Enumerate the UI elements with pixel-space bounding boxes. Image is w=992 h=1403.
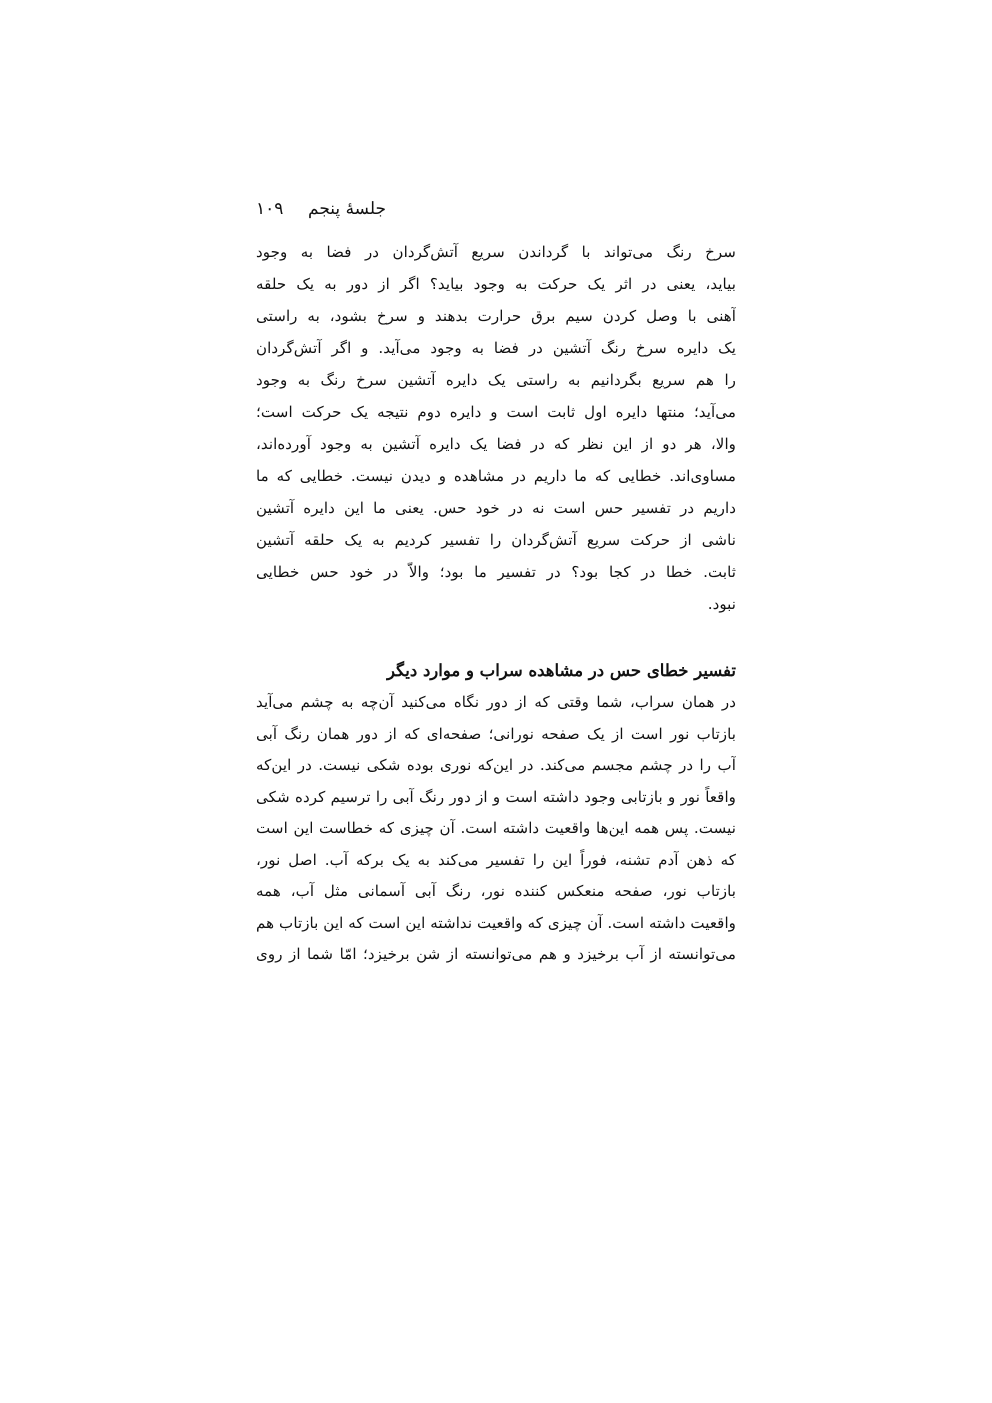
text-line: بازتاب نور است از یک صفحه نورانی؛ صفحه‌ای که از دور همان رنگ آبی [256,724,736,743]
text-line: ناشی از حرکت سریع آتش‌گردان را تفسیر کردیم به یک حلقه آتشین [256,531,736,549]
paragraph-2 [256,687,736,971]
text-line: را هم سریع بگردانیم به راستی یک دایره آتشین سرخ رنگ به وجود [256,371,736,389]
text-line: نبود. [707,595,736,613]
text-line: نیست. پس همه این‌ها واقعیت داشته است. آن چیزی که خطاست این است [256,819,736,837]
text-line: والا، هر دو از این نظر که در فضا یک دایره آتشین به وجود آورده‌اند، [256,435,736,453]
text-line: مساوی‌اند. خطایی که ما داریم در مشاهده و دیدن نیست. خطایی که ما [256,467,736,485]
text-line: ثابت. خطا در کجا بود؟ در تفسیر ما بود؛ والاّ در خود حس خطایی [256,563,736,581]
text-line: می‌توانسته از آب برخیزد و هم می‌توانسته از شن برخیزد؛ امّا شما از روی [256,945,736,963]
text-line: آب را در چشم مجسم می‌کند. در این‌که نوری بوده شکی نیست. در این‌که [256,756,736,774]
section-heading: تفسیر خطای حس در مشاهده سراب و موارد دیگر [387,661,736,680]
chapter-title: جلسهٔ پنجم [308,199,386,219]
text-line: داریم در تفسیر حس است نه در خود حس. یعنی ما این دایره آتشین [256,499,736,517]
text-line: سرخ رنگ می‌تواند با گرداندن سریع آتش‌گردان در فضا به وجود [256,243,736,261]
paragraph-1 [256,236,736,620]
text-line: بیاید، یعنی در اثر یک حرکت به وجود بیاید؟ اگر از دور به یک حلقه [256,275,736,293]
text-line: آهنی با وصل کردن سیم برق حرارت بدهند و سرخ بشود، به راستی [256,307,736,325]
text-line: بازتاب نور، صفحه منعکس کننده نور، رنگ آبی آسمانی مثل آب، همه [256,882,736,900]
text-line: یک دایره سرخ رنگ آتشین در فضا به وجود می‌آید. و اگر آتش‌گردان [256,339,736,357]
text-line: واقعاً نور و بازتابی وجود داشته است و از دور رنگ آبی را ترسیم کرده شکی [256,787,736,806]
text-line: واقعیت داشته است. آن چیزی که واقعیت نداشته این است که این بازتاب هم [256,913,736,932]
text-line: می‌آید؛ منتها دایره اول ثابت است و دایره دوم نتیجه یک حرکت است؛ [256,403,736,421]
running-header [256,196,736,226]
text-line: در همان سراب، شما وقتی که از دور نگاه می‌کنید آن‌چه به چشم می‌آید [256,693,736,711]
page-number: ۱۰۹ [256,199,284,219]
text-line: که ذهن آدم تشنه، فوراً این را تفسیر می‌کند به یک برکه آب. اصل نور، [256,850,736,869]
